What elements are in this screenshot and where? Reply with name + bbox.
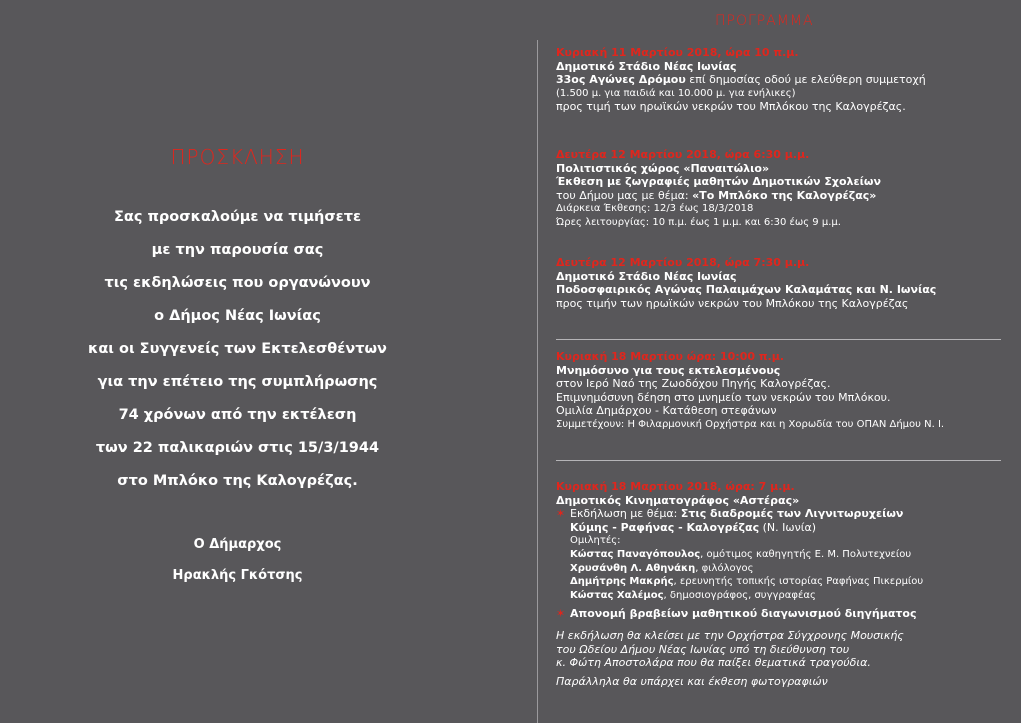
- event-title: Μνημόσυνο για τους εκτελεσμένους: [556, 363, 781, 377]
- invitation-panel: [0, 0, 475, 723]
- event-photos: Παράλληλα θα υπάρχει και έκθεση φωτογραφιών: [556, 674, 828, 688]
- invitation-line: και οι Συγγενείς των Εκτελεσθέντων: [88, 341, 387, 357]
- invitation-line: στο Μπλόκο της Καλογρέζας.: [117, 473, 358, 489]
- event-football: [556, 256, 1011, 310]
- event-race-detail: επί δημοσίας οδού με ελεύθερη συμμετοχή: [685, 73, 926, 87]
- invitation-line: Σας προσκαλούμε να τιμήσετε: [113, 209, 362, 225]
- event-topic-places: Κύμης - Ραφήνας - Καλογρέζας: [570, 520, 760, 534]
- event-closing: του Ωδείου Δήμου Νέας Ιωνίας υπό τη διεύθυνση του: [556, 642, 850, 656]
- event-title: Έκθεση με ζωγραφιές μαθητών Δημοτικών Σχολείων: [556, 175, 881, 189]
- speaker-role: , ερευνητής τοπικής ιστορίας Ραφήνας Πικερμίου: [673, 576, 924, 588]
- event-awards-text: Απονομή βραβείων μαθητικού διαγωνισμού διηγήματος: [570, 607, 917, 621]
- program-title: ΠΡΟΓΡΑΜΜΑ: [715, 13, 814, 29]
- event-venue: Δημοτικό Στάδιο Νέας Ιωνίας: [556, 269, 737, 283]
- event-line: στον Ιερό Ναό της Ζωοδόχου Πηγής Καλογρέζας.: [556, 377, 831, 391]
- event-date: Κυριακή 11 Μαρτίου 2018, ώρα 10 π.μ.: [556, 46, 799, 59]
- invitation-line: για την επέτειο της συμπλήρωσης: [97, 374, 378, 390]
- event-topic-name: Στις διαδρομές των Λιγνιτωρυχείων: [680, 507, 904, 521]
- event-awards: [556, 607, 1011, 621]
- speaker-name: Χρυσάνθη Λ. Αθηνάκη: [570, 562, 696, 574]
- event-topic-cont: [556, 521, 1011, 535]
- event-race-name: 33ος Αγώνες Δρόμου: [556, 73, 686, 87]
- event-line: Ομιλία Δημάρχου - Κατάθεση στεφάνων: [556, 404, 777, 418]
- event-topic-label: Εκδήλωση με θέμα:: [570, 507, 681, 521]
- event-date: Κυριακή 18 Μαρτίου ώρα: 10:00 π.μ.: [556, 350, 784, 363]
- invitation-text: [0, 201, 475, 498]
- speaker-name: Δημήτρης Μακρής: [570, 576, 674, 588]
- vertical-divider: [537, 40, 538, 723]
- invitation-line: ο Δήμος Νέας Ιωνίας: [154, 308, 321, 324]
- event-hours: Ώρες λειτουργίας: 10 π.μ. έως 1 μ.μ. και 6:30 έως 9 μ.μ.: [556, 216, 841, 228]
- invitation-line: 74 χρόνων από την εκτέλεση: [118, 407, 357, 423]
- event-title: Ποδοσφαιρικός Αγώνας Παλαιμάχων Καλαμάτας και Ν. Ιωνίας: [556, 283, 937, 297]
- event-closing: Η εκδήλωση θα κλείσει με την Ορχήστρα Σύγχρονης Μουσικής: [556, 628, 904, 642]
- event-participants: Συμμετέχουν: Η Φιλαρμονική Ορχήστρα και η Χορωδία του ΟΠΑΝ Δήμου Ν. Ι.: [556, 418, 945, 430]
- event-venue: Δημοτικός Κινηματογράφος «Αστέρας»: [556, 493, 800, 507]
- speaker-role: , ομότιμος καθηγητής Ε. Μ. Πολυτεχνείου: [700, 548, 912, 560]
- event-cinema: [556, 480, 1011, 688]
- invitation-line: των 22 παλικαριών στις 15/3/1944: [95, 440, 380, 456]
- section-divider: [556, 339, 1001, 340]
- signature-name: Ηρακλής Γκότσης: [172, 568, 303, 583]
- speaker: [556, 562, 1011, 576]
- event-theme-name: «Το Μπλόκο της Καλογρέζας»: [692, 188, 877, 202]
- speaker: [556, 548, 1011, 562]
- event-date: Δευτέρα 12 Μαρτίου 2018, ώρα 6:30 μ.μ.: [556, 148, 810, 161]
- speaker: [556, 575, 1011, 589]
- event-honor: προς τιμήν των ηρωϊκών νεκρών του Μπλόκου της Καλογρέζας: [556, 296, 909, 310]
- speakers-label: Ομιλητές:: [570, 535, 621, 547]
- signature-title: Ο Δήμαρχος: [193, 537, 282, 552]
- event-line: Επιμνημόσυνη δέηση στο μνημείο των νεκρών του Μπλόκου.: [556, 390, 891, 404]
- speaker-name: Κώστας Χαλέμος: [570, 589, 664, 601]
- event-closing: κ. Φώτη Αποστολάρα που θα παίξει θεματικά τραγούδια.: [556, 656, 871, 670]
- invitation-title: ΠΡΟΣΚΛΗΣΗ: [170, 145, 305, 169]
- event-topic: [556, 507, 1011, 521]
- invitation-line: με την παρουσία σας: [151, 242, 324, 258]
- star-icon: ✶: [556, 607, 566, 621]
- speaker: [556, 589, 1011, 603]
- event-venue: Πολιτιστικός χώρος «Παναιτώλιο»: [556, 161, 770, 175]
- speaker-name: Κώστας Παναγόπουλος: [570, 548, 701, 560]
- event-honor: προς τιμή των ηρωϊκών νεκρών του Μπλόκου της Καλογρέζας.: [556, 100, 906, 114]
- event-distances: (1.500 μ. για παιδιά και 10.000 μ. για ενήλικες): [556, 87, 796, 99]
- event-memorial: [556, 350, 1011, 432]
- event-theme-label: του Δήμου μας με θέμα:: [556, 188, 693, 202]
- event-exhibition: [556, 148, 1011, 230]
- star-icon: ✶: [556, 507, 566, 521]
- event-topic-area: (Ν. Ιωνία): [759, 520, 817, 534]
- speaker-role: , φιλόλογος: [695, 562, 754, 574]
- event-description: [556, 73, 1011, 87]
- speaker-role: , δημοσιογράφος, συγγραφέας: [663, 589, 816, 601]
- event-date: Κυριακή 18 Μαρτίου 2018, ώρα: 7 μ.μ.: [556, 480, 795, 493]
- event-date: Δευτέρα 12 Μαρτίου 2018, ώρα 7:30 μ.μ.: [556, 256, 810, 269]
- event-theme: [556, 189, 1011, 203]
- event-venue: Δημοτικό Στάδιο Νέας Ιωνίας: [556, 59, 737, 73]
- event-duration: Διάρκεια Έκθεσης: 12/3 έως 18/3/2018: [556, 203, 754, 215]
- invitation-line: τις εκδηλώσεις που οργανώνουν: [104, 275, 371, 291]
- event-race: [556, 46, 1011, 114]
- section-divider: [556, 460, 1001, 461]
